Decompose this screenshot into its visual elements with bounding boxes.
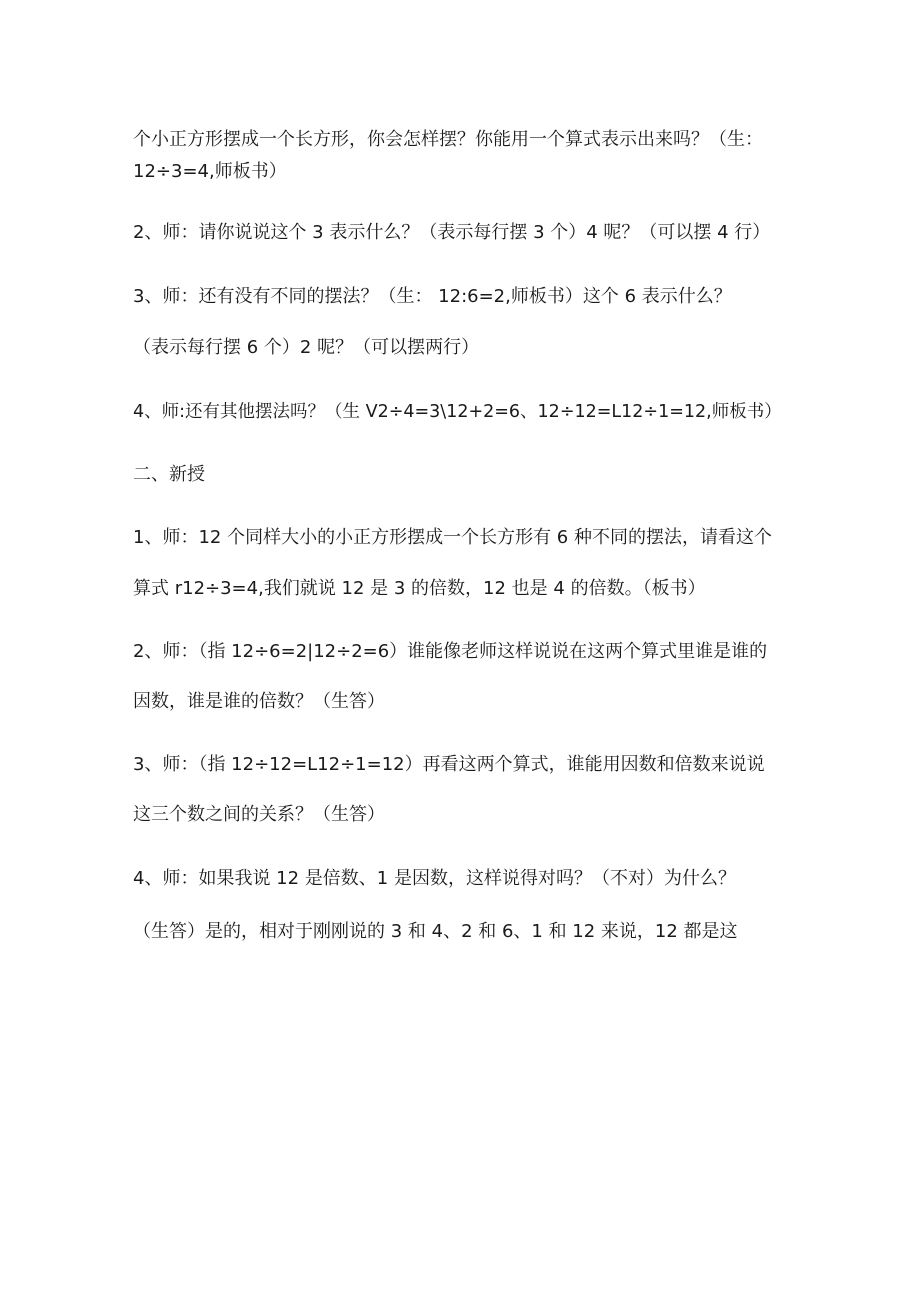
- text-line-3: 2、师：请你说说这个 3 表示什么？（表示每行摆 3 个）4 呢？（可以摆 4 行）: [133, 222, 771, 243]
- text-line-12: 这三个数之间的关系？（生答）: [133, 804, 385, 825]
- text-line-9: 2、师：（指 12÷6=2|12÷2=6）谁能像老师这样说说在这两个算式里谁是谁的: [133, 641, 768, 662]
- text-line-11: 3、师：（指 12÷12=L12÷1=12）再看这两个算式，谁能用因数和倍数来说说: [133, 754, 765, 775]
- text-line-7: 1、师：12 个同样大小的小正方形摆成一个长方形有 6 种不同的摆法，请看这个: [133, 527, 772, 548]
- section-heading: 二、新授: [133, 464, 205, 485]
- text-line-13: 4、师：如果我说 12 是倍数、1 是因数，这样说得对吗？（不对）为什么？: [133, 868, 736, 889]
- text-line-2: 12÷3=4,师板书）: [133, 161, 287, 182]
- text-line-14: （生答）是的，相对于刚刚说的 3 和 4、2 和 6、1 和 12 来说，12 都是这: [133, 921, 738, 942]
- text-line-8: 算式 r12÷3=4,我们就说 12 是 3 的倍数，12 也是 4 的倍数。（板书）: [133, 578, 706, 599]
- text-line-5: （表示每行摆 6 个）2 呢？（可以摆两行）: [133, 337, 480, 358]
- text-line-6: 4、师:还有其他摆法吗？（生 V2÷4=3\12+2=6、12÷12=L12÷1=12,师板书）: [133, 402, 782, 422]
- text-line-4: 3、师：还有没有不同的摆法？（生： 12:6=2,师板书）这个 6 表示什么？: [133, 286, 732, 307]
- text-line-10: 因数，谁是谁的倍数？（生答）: [133, 691, 385, 712]
- text-line-1: 个小正方形摆成一个长方形，你会怎样摆？你能用一个算式表示出来吗？（生：: [133, 129, 763, 150]
